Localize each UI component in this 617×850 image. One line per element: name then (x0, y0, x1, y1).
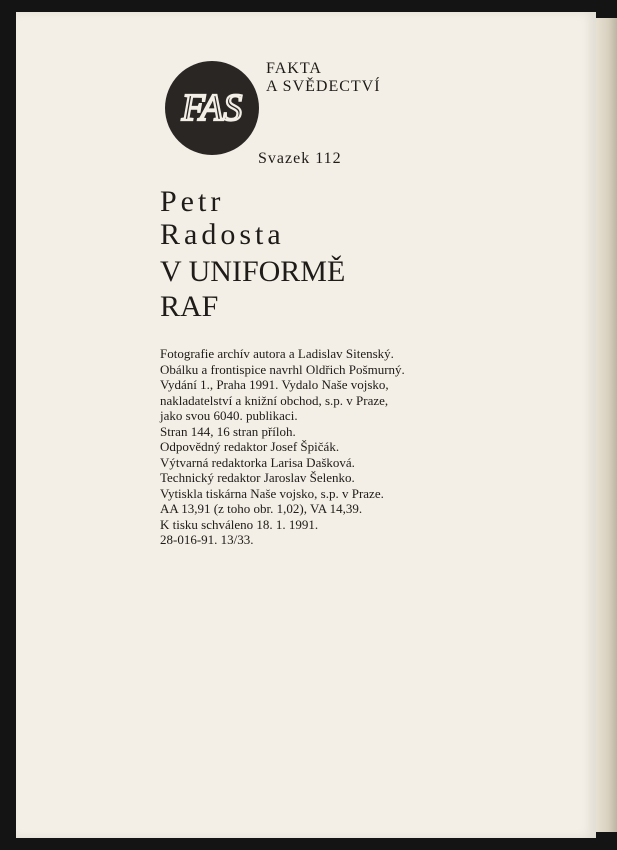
imprint-line: K tisku schváleno 18. 1. 1991. (160, 516, 319, 532)
title-line-2: RAF (160, 290, 219, 323)
imprint-line: Vytiskla tiskárna Naše vojsko, s.p. v Praze. (160, 485, 384, 501)
imprint-line: Stran 144, 16 stran příloh. (160, 423, 296, 439)
volume-number: Svazek 112 (258, 150, 342, 167)
author-name (160, 185, 285, 251)
author-last-name: Radosta (160, 218, 285, 251)
series-line-1: FAKTA (266, 60, 322, 77)
imprint-line: nakladatelství a knižní obchod, s.p. v Praze, (160, 392, 389, 408)
imprint-line: Odpovědný redaktor Josef Špičák. (160, 439, 340, 454)
imprint-line: Fotografie archív autora a Ladislav Sitenský. (160, 346, 394, 361)
imprint-line: jako svou 6040. publikaci. (160, 408, 298, 423)
logo-letters: FAS (181, 87, 243, 129)
imprint-line: AA 13,91 (z toho obr. 1,02), VA 14,39. (160, 501, 363, 516)
next-page-edge (596, 18, 617, 832)
author-first-name: Petr (160, 185, 225, 218)
imprint-line: 28-016-91. 13/33. (160, 532, 254, 547)
book-title (160, 254, 345, 324)
imprint-line: Vydání 1., Praha 1991. Vydalo Naše vojsko, (160, 377, 389, 392)
imprint-line: Obálku a frontispice navrhl Oldřich Pošmurný. (160, 361, 405, 377)
series-title (266, 60, 381, 96)
title-line-1: V UNIFORMĚ (160, 255, 346, 288)
series-line-2: A SVĚDECTVÍ (266, 78, 381, 95)
imprint-line: Technický redaktor Jaroslav Šelenko. (160, 470, 355, 485)
imprint-block (160, 346, 405, 548)
imprint-line: Výtvarná redaktorka Larisa Dašková. (160, 454, 355, 470)
fas-logo-icon (164, 60, 260, 156)
